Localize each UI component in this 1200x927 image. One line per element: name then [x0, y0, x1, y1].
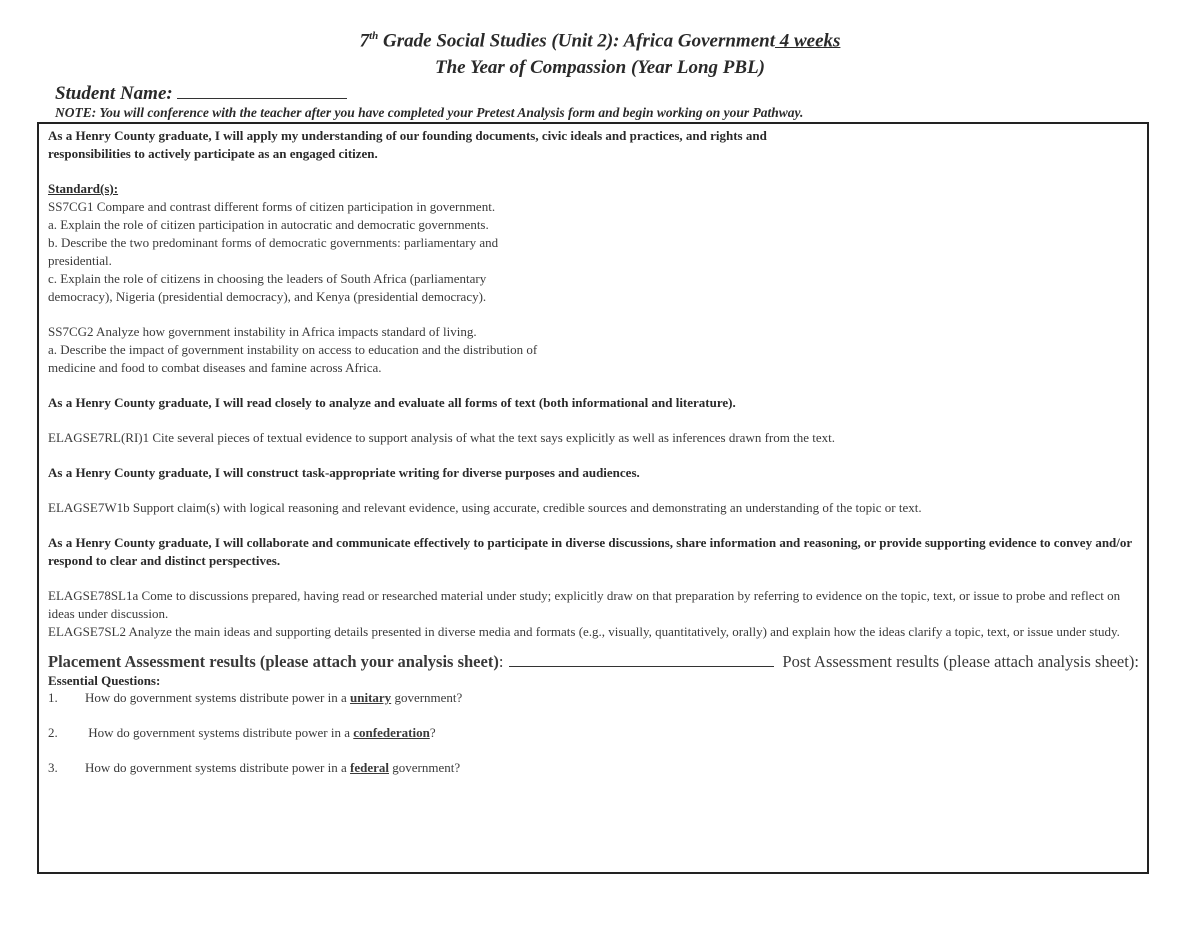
question-text: How do government systems distribute power in a — [85, 760, 351, 775]
question-number: 2. — [48, 725, 58, 740]
elagse7w1b-standard: ELAGSE7W1b Support claim(s) with logical reasoning and relevant evidence, using accurate, credible sources and demonstrating an understanding of the topic or text. — [48, 500, 922, 515]
ss7cg2-line: SS7CG2 Analyze how government instability in Africa impacts standard of living. — [48, 324, 477, 339]
question-keyword: confederation — [353, 725, 430, 740]
title-duration: 4 weeks — [774, 30, 841, 52]
collab-intro: As a Henry County graduate, I will collaborate and communicate effectively to participate in diverse discussions, share information and reasoning, or provide supporting evidence to convey and/or respond to clear and distinct perspectives. — [48, 535, 1132, 568]
standards-heading: Standard(s): — [48, 181, 119, 196]
conference-note: NOTE: You will conference with the teacher after you have completed your Pretest Analysis form and begin working on your Pathway. — [55, 105, 804, 120]
question-text-end: government? — [391, 690, 463, 705]
ss7cg1-line: c. Explain the role of citizens in choosing the leaders of South Africa (parliamentary — [48, 271, 487, 286]
elagse7rl-standard: ELAGSE7RL(RI)1 Cite several pieces of textual evidence to support analysis of what the text says explicitly as well as inferences drawn from the text. — [48, 430, 835, 445]
question-text: How do government systems distribute power in a — [85, 725, 354, 740]
question-text-end: ? — [429, 725, 436, 740]
question-text-end: government? — [389, 760, 461, 775]
essential-question-item — [48, 759, 1143, 777]
student-name-label: Student Name: — [55, 83, 173, 104]
ss7cg1-line: b. Describe the two predominant forms of democratic governments: parliamentary and — [48, 235, 499, 250]
ss7cg1-line: a. Explain the role of citizen participation in autocratic and democratic governments. — [48, 217, 489, 232]
title-main: Grade Social Studies (Unit 2): Africa Government — [378, 30, 775, 52]
ss7cg1-line: democracy), Nigeria (presidential democracy), and Kenya (presidential democracy). — [48, 289, 487, 304]
placement-colon: : — [498, 652, 504, 671]
essential-question-item — [48, 689, 1143, 707]
unit-content-box — [37, 122, 1149, 874]
question-keyword: federal — [350, 760, 389, 775]
ss7cg1-line: SS7CG1 Compare and contrast different forms of citizen participation in government. — [48, 199, 496, 214]
post-assessment-label: Post Assessment results (please attach analysis sheet): — [782, 652, 1139, 671]
question-keyword: unitary — [350, 690, 392, 705]
ss7cg2-line: medicine and food to combat diseases and famine across Africa. — [48, 360, 382, 375]
question-text: How do government systems distribute power in a — [85, 690, 351, 705]
essential-questions-heading: Essential Questions: — [48, 673, 161, 688]
ss7cg2-line: a. Describe the impact of government instability on access to education and the distribution of — [48, 342, 538, 357]
assessment-results — [48, 651, 1143, 672]
elagse7sl2-standard: ELAGSE7SL2 Analyze the main ideas and supporting details presented in diverse media and formats (e.g., visually, quantitatively, orally) and explain how the ideas clarify a topic, text, or issue under study. — [48, 624, 1120, 639]
page-subtitle: The Year of Compassion (Year Long PBL) — [434, 57, 766, 78]
question-number: 1. — [48, 690, 58, 705]
student-name-row — [55, 81, 347, 105]
citizen-intro-line-1: As a Henry County graduate, I will apply my understanding of our founding documents, civic ideals and practices, and rights and — [48, 128, 767, 143]
title-superscript: th — [369, 30, 379, 42]
read-intro: As a Henry County graduate, I will read closely to analyze and evaluate all forms of text (both informational and literature). — [48, 395, 736, 410]
citizen-intro-line-2: responsibilities to actively participate as an engaged citizen. — [48, 146, 378, 161]
essential-question-item — [48, 724, 1143, 742]
placement-assessment-label: Placement Assessment results (please attach your analysis sheet) — [48, 652, 499, 671]
page-title — [0, 30, 1200, 52]
placement-results-field[interactable] — [509, 652, 774, 667]
student-name-field[interactable] — [177, 81, 347, 99]
question-number: 3. — [48, 760, 58, 775]
write-intro: As a Henry County graduate, I will construct task-appropriate writing for diverse purposes and audiences. — [48, 465, 640, 480]
elagse78sl1a-standard: ELAGSE78SL1a Come to discussions prepared, having read or researched material under study; explicitly draw on that preparation by referring to evidence on the topic, text, or issue to probe and reflect on ideas under discussion. — [48, 588, 1121, 621]
ss7cg1-line: presidential. — [48, 253, 112, 268]
unit-content — [48, 127, 1143, 777]
title-grade: 7 — [359, 30, 370, 52]
